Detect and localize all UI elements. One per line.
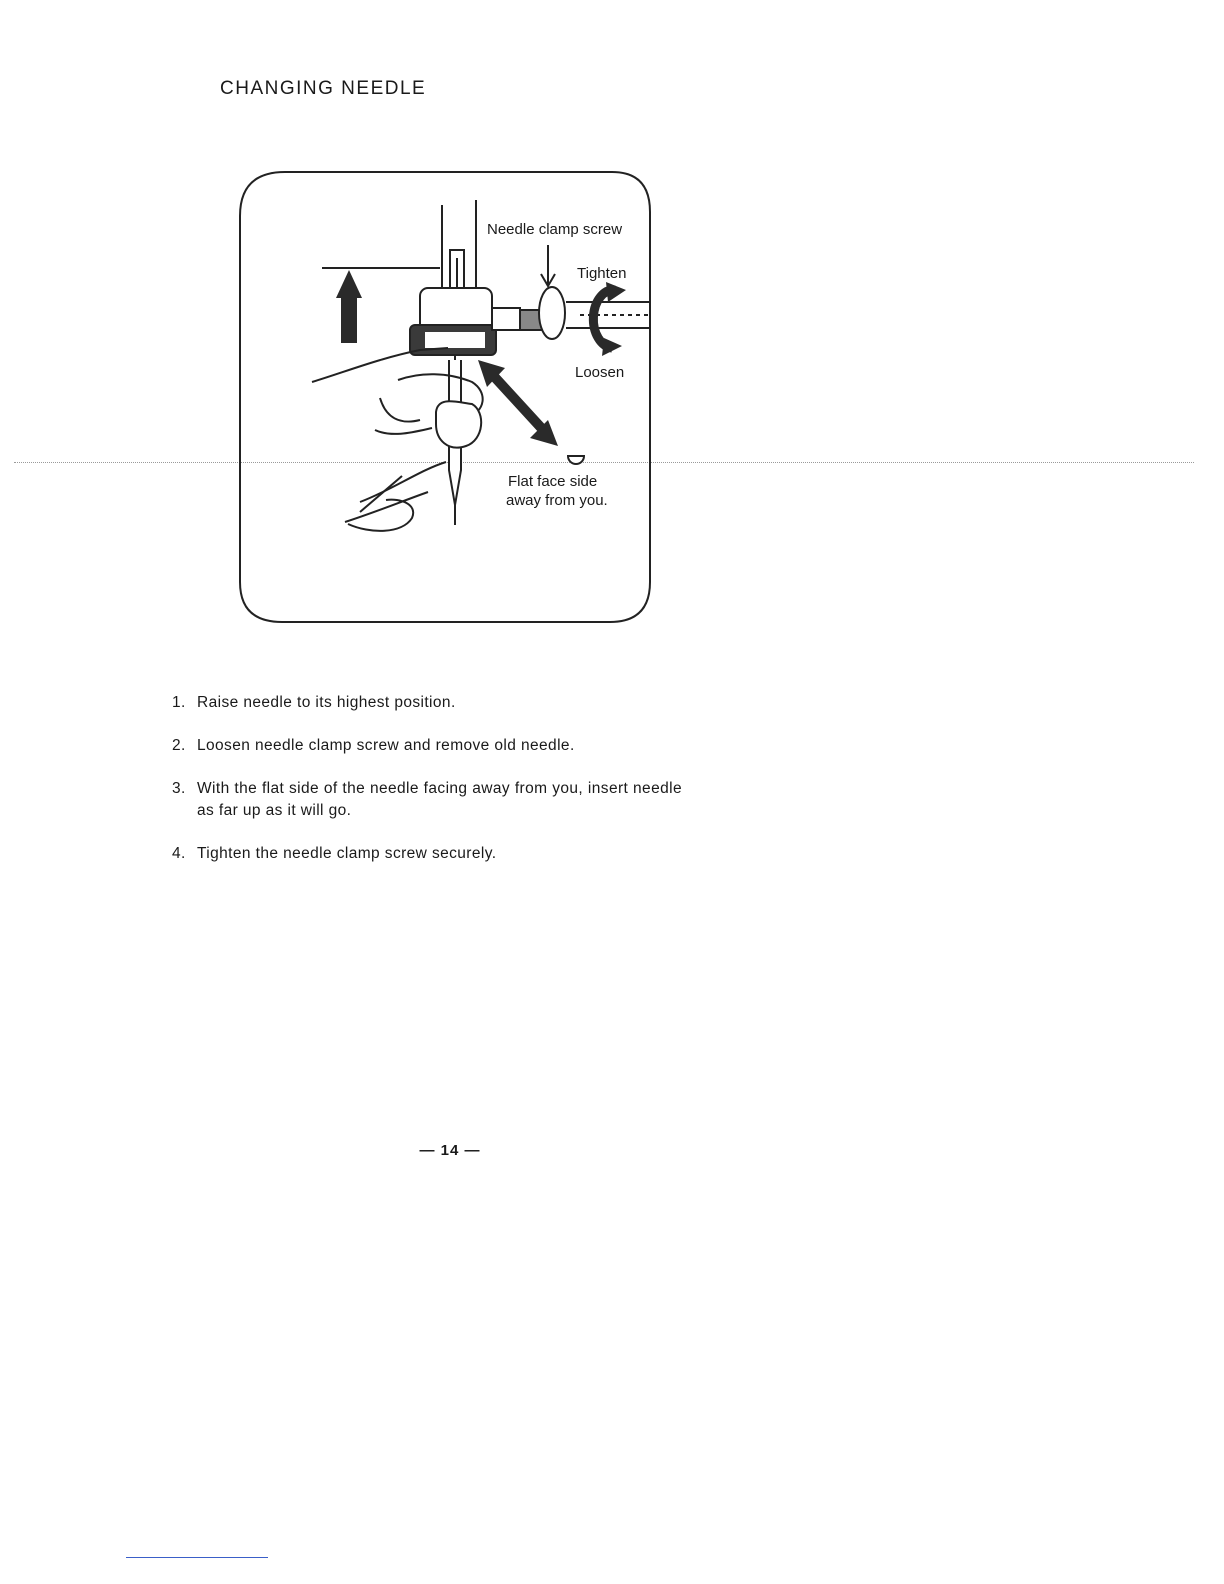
label-loosen: Loosen — [575, 364, 625, 381]
up-arrow-icon — [336, 270, 362, 343]
step-number: 3. — [172, 780, 186, 797]
pointer-arrow-icon — [541, 245, 555, 286]
label-tighten: Tighten — [577, 265, 627, 282]
figure-frame — [240, 172, 650, 622]
needle-clamp — [410, 288, 520, 355]
double-arrow-icon — [478, 360, 558, 446]
page-title: CHANGING NEEDLE — [220, 78, 427, 99]
list-item — [172, 692, 682, 714]
bottom-rule — [126, 1557, 268, 1558]
needle-cross-section-icon — [568, 456, 584, 464]
step-number: 4. — [172, 845, 186, 862]
instruction-list — [172, 692, 682, 886]
label-flat-face-1: Flat face side — [508, 473, 598, 490]
list-item — [172, 843, 682, 865]
clamp-screw — [520, 287, 650, 339]
rotation-arrows-icon — [593, 282, 626, 356]
step-text: Raise needle to its highest position. — [197, 694, 456, 711]
list-item — [172, 735, 682, 757]
step-text: Tighten the needle clamp screw securely. — [197, 845, 497, 862]
label-clamp-screw: Needle clamp screw — [487, 221, 623, 238]
label-flat-face-2: away from you. — [506, 492, 608, 509]
list-item — [172, 778, 682, 822]
page-number: — 14 — — [419, 1142, 481, 1159]
step-text: Loosen needle clamp screw and remove old needle. — [197, 737, 575, 754]
step-number: 2. — [172, 737, 186, 754]
step-number: 1. — [172, 694, 186, 711]
step-text: With the flat side of the needle facing away from you, insert needle as far up as it will go. — [197, 780, 682, 819]
